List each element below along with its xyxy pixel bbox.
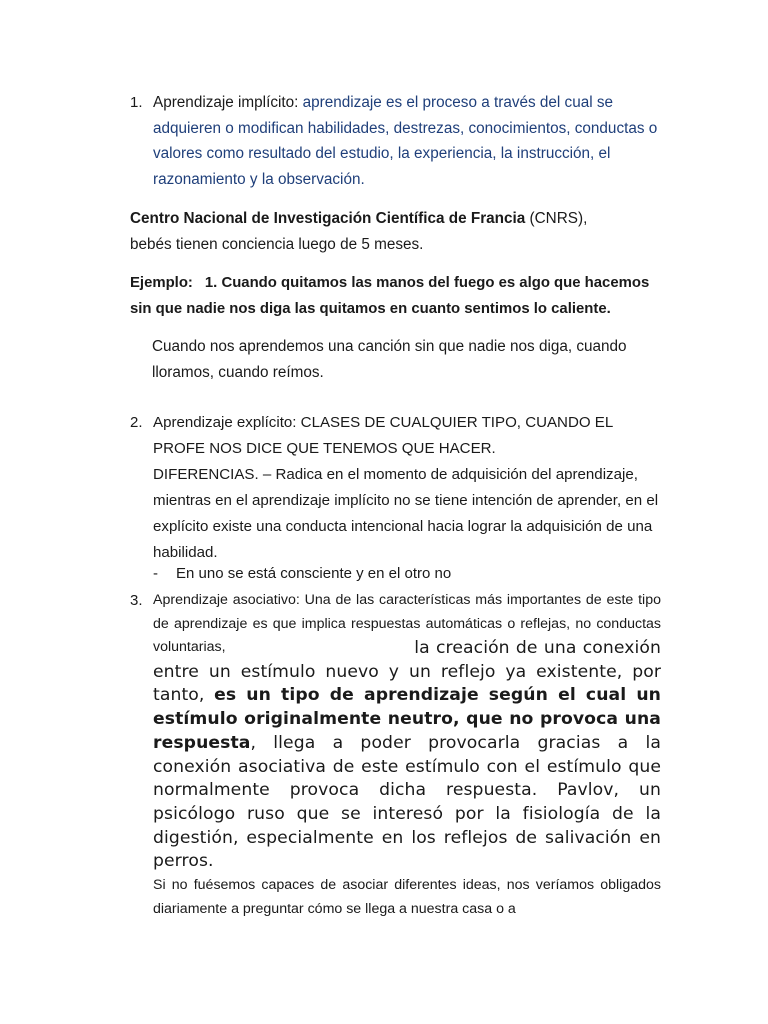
item-3-final: Si no fuésemos capaces de asociar diferentes ideas, nos veríamos obligados diariamente a preguntar cómo se llega a nuestra casa o a (153, 877, 661, 917)
item-3-body (153, 637, 661, 874)
item-2-term: Aprendizaje explícito: (153, 414, 297, 431)
item-3-cont: la creación de una conexión entre un estímulo nuevo y un reflejo ya existente, por tanto, (153, 638, 661, 706)
cnrs-paragraph (130, 206, 630, 258)
example-label: Ejemplo: (130, 275, 193, 291)
item-1-term: Aprendizaje implícito: (153, 94, 299, 111)
item-3-paragraph (153, 589, 661, 655)
cnrs-name: Centro Nacional de Investigación Científica de Francia (130, 210, 526, 227)
example-paragraph (130, 270, 665, 322)
bullet-text: En uno se está consciente y en el otro no (176, 565, 452, 582)
item-1-paragraph (153, 90, 665, 193)
item-3-tail: , llega a poder provocarla gracias a la conexión asociativa de este estímulo con el estímulo que normalmente provoca dicha respuesta. Pavlov, un psicólogo ruso que se interesó por la fisiología de la digestión, especialmente en los reflejos de salivación en perros. (153, 732, 661, 872)
item-1-number: 1. (130, 94, 143, 111)
example-extra: Cuando nos aprendemos una canción sin que nadie nos diga, cuando lloramos, cuando reímos. (152, 338, 627, 381)
example-text: 1. Cuando quitamos las manos del fuego es algo que hacemos sin que nadie nos diga las quitamos en cuanto sentimos lo caliente. (130, 275, 650, 317)
item-3-intro: Aprendizaje asociativo: Una de las características más importantes de este tipo de aprendizaje es que implica respuestas automáticas o reflejas, no conductas voluntarias, (153, 592, 661, 655)
bullet-marker: - (153, 565, 158, 582)
item-2-differences: DIFERENCIAS. – Radica en el momento de adquisición del aprendizaje, mientras en el aprendizaje implícito no se tiene intención de aprender, en el explícito existe una conducta intencional hacia lograr la adquisición de una habilidad. (153, 466, 659, 561)
item-3-number: 3. (130, 592, 143, 609)
item-2-paragraph (153, 410, 653, 462)
cnrs-rest: (CNRS), bebés tienen conciencia luego de 5 meses. (130, 210, 588, 253)
item-1-definition: aprendizaje es el proceso a través del cual se adquieren o modifican habilidades, destrezas, conocimientos, conductas o valores como resultado del estudio, la experiencia, la instrucción, el razonamiento y la observación. (153, 94, 658, 189)
item-2-desc: CLASES DE CUALQUIER TIPO, CUANDO EL PROFE NOS DICE QUE TENEMOS QUE HACER. (153, 414, 613, 457)
item-2-number: 2. (130, 414, 143, 431)
item-3-bold: es un tipo de aprendizaje según el cual un estímulo originalmente neutro, que no provoca una respuesta (153, 685, 661, 753)
